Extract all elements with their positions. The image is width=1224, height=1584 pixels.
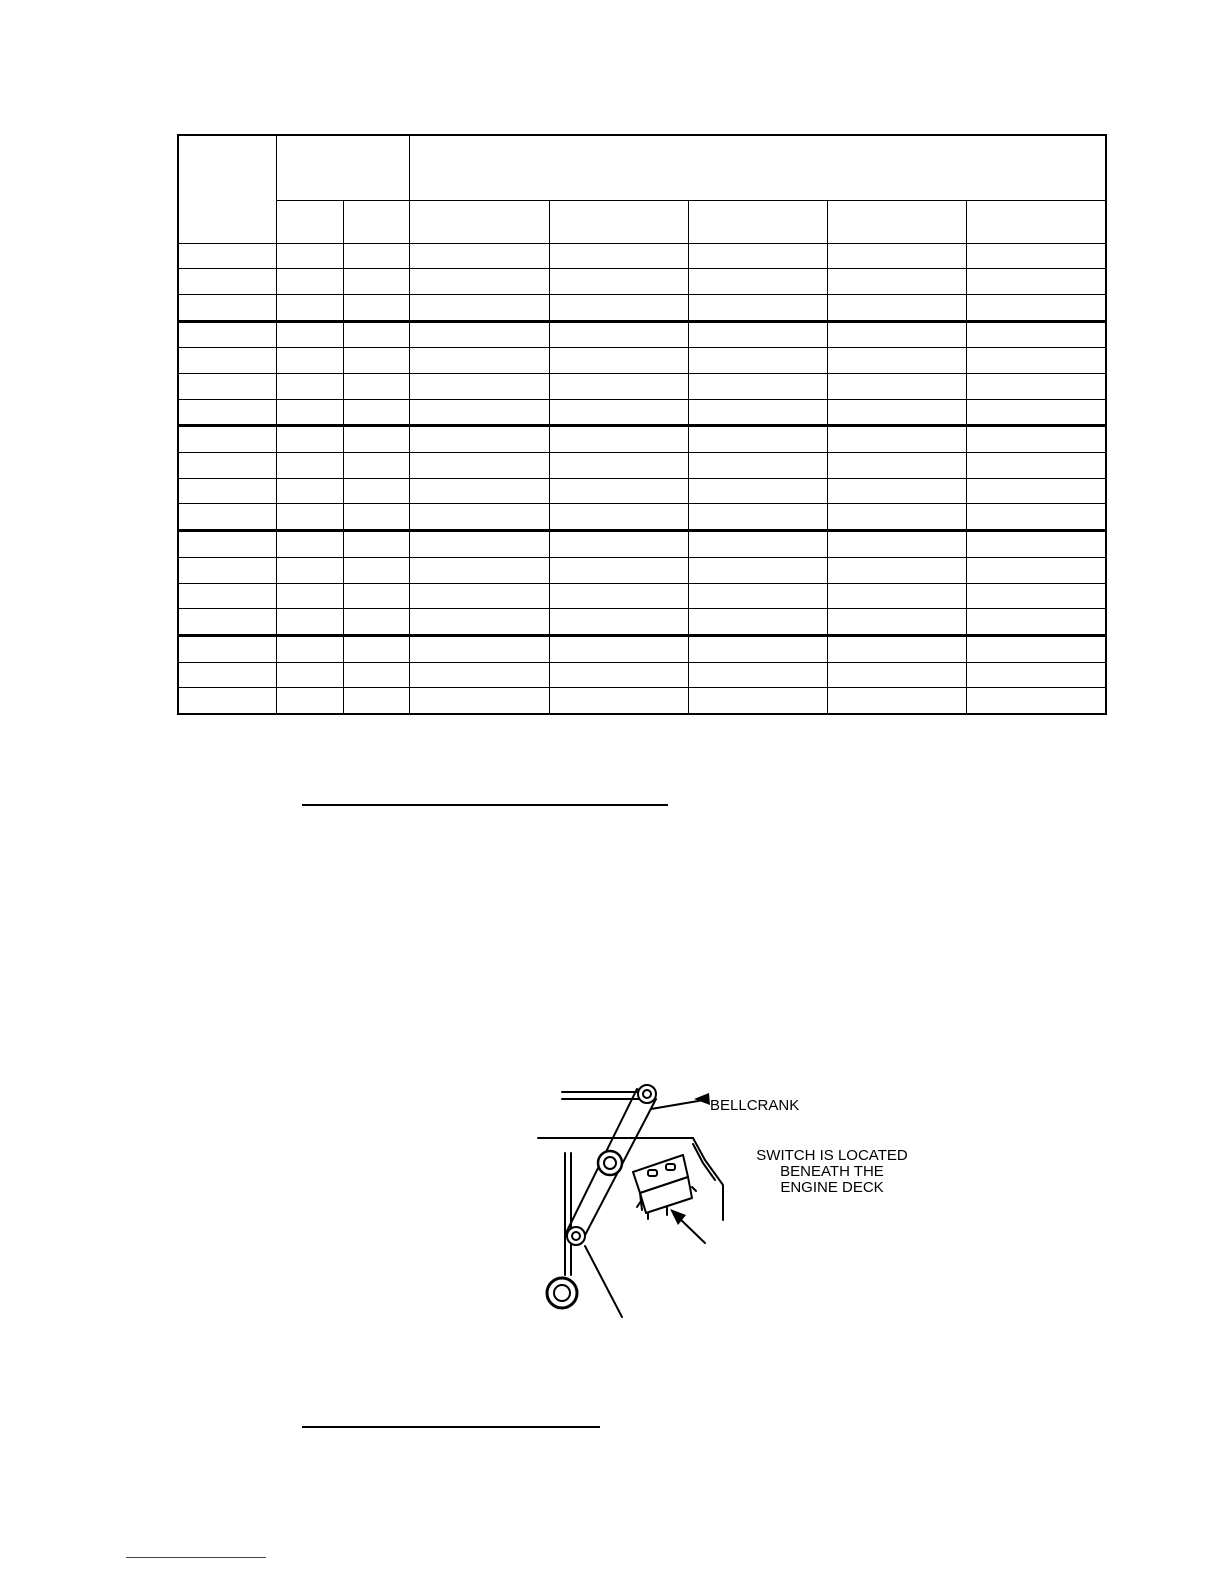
table-cell: [178, 348, 276, 374]
table-cell: [966, 348, 1106, 374]
subheader-cell: [409, 200, 549, 243]
subheader-cell: [966, 200, 1106, 243]
table-cell: [688, 662, 827, 688]
header-cell: [276, 135, 409, 200]
table-cell: [178, 243, 276, 269]
table-cell: [966, 662, 1106, 688]
table-cell: [827, 374, 966, 400]
table-cell: [966, 557, 1106, 583]
table-cell: [549, 609, 688, 636]
table-cell: [827, 583, 966, 609]
subheader-cell: [549, 200, 688, 243]
table-cell: [178, 478, 276, 504]
table-row: [178, 321, 1106, 348]
table-cell: [343, 269, 409, 295]
table-cell: [827, 295, 966, 322]
table-subheader-row: [178, 200, 1106, 243]
table-cell: [409, 557, 549, 583]
table-cell: [688, 531, 827, 558]
table-cell: [343, 321, 409, 348]
table-row: [178, 688, 1106, 714]
table-cell: [966, 478, 1106, 504]
table-cell: [827, 348, 966, 374]
table-cell: [688, 504, 827, 531]
table-cell: [549, 243, 688, 269]
table-row: [178, 374, 1106, 400]
table-cell: [409, 635, 549, 662]
table-cell: [827, 269, 966, 295]
table-cell: [276, 688, 343, 714]
bellcrank-switch-diagram: [520, 1075, 920, 1340]
table-row: [178, 269, 1106, 295]
table-cell: [966, 504, 1106, 531]
table-row: [178, 609, 1106, 636]
table-row: [178, 478, 1106, 504]
table-cell: [409, 662, 549, 688]
table-cell: [549, 662, 688, 688]
table-cell: [276, 504, 343, 531]
table-cell: [343, 295, 409, 322]
table-cell: [343, 399, 409, 426]
table-cell: [409, 348, 549, 374]
table-cell: [276, 609, 343, 636]
subheader-cell: [343, 200, 409, 243]
subheader-cell: [688, 200, 827, 243]
table-cell: [549, 635, 688, 662]
switch-location-note: [742, 1148, 922, 1196]
table-row: [178, 531, 1106, 558]
table-cell: [827, 243, 966, 269]
table-cell: [966, 609, 1106, 636]
table-cell: [409, 453, 549, 479]
table-cell: [343, 557, 409, 583]
table-cell: [178, 504, 276, 531]
table-cell: [276, 321, 343, 348]
table-cell: [688, 557, 827, 583]
table-cell: [276, 635, 343, 662]
table-cell: [966, 635, 1106, 662]
table-row: [178, 295, 1106, 322]
table-cell: [549, 399, 688, 426]
table-cell: [549, 374, 688, 400]
table-row: [178, 635, 1106, 662]
table-cell: [409, 504, 549, 531]
table-cell: [178, 688, 276, 714]
table-cell: [409, 321, 549, 348]
subheader-cell: [276, 200, 343, 243]
footer-link-underline: [126, 1557, 266, 1558]
table-cell: [276, 269, 343, 295]
table-cell: [409, 688, 549, 714]
table-cell: [178, 269, 276, 295]
table-cell: [343, 635, 409, 662]
table-cell: [827, 399, 966, 426]
table-cell: [966, 426, 1106, 453]
table-cell: [549, 321, 688, 348]
table-cell: [827, 662, 966, 688]
table-cell: [409, 426, 549, 453]
table-cell: [827, 321, 966, 348]
table-cell: [276, 426, 343, 453]
table-cell: [276, 583, 343, 609]
table-cell: [343, 478, 409, 504]
table-cell: [178, 295, 276, 322]
table-cell: [688, 321, 827, 348]
table-cell: [276, 295, 343, 322]
table-cell: [827, 635, 966, 662]
table-cell: [549, 269, 688, 295]
table-row: [178, 583, 1106, 609]
table-cell: [966, 688, 1106, 714]
table-cell: [409, 531, 549, 558]
table-cell: [178, 583, 276, 609]
table-cell: [688, 688, 827, 714]
table-cell: [343, 662, 409, 688]
table-cell: [966, 321, 1106, 348]
table-cell: [409, 269, 549, 295]
table-cell: [549, 453, 688, 479]
table-cell: [549, 295, 688, 322]
table-cell: [343, 609, 409, 636]
table-row: [178, 243, 1106, 269]
table-cell: [276, 374, 343, 400]
table-cell: [343, 348, 409, 374]
table-cell: [409, 478, 549, 504]
table-cell: [276, 348, 343, 374]
table-row: [178, 504, 1106, 531]
table-cell: [343, 531, 409, 558]
switch-note-line: BENEATH THE: [780, 1163, 884, 1180]
table-cell: [688, 453, 827, 479]
table-cell: [688, 295, 827, 322]
table-cell: [827, 609, 966, 636]
table-cell: [178, 426, 276, 453]
table-cell: [549, 348, 688, 374]
table-cell: [966, 531, 1106, 558]
bellcrank-label: BELLCRANK: [710, 1097, 800, 1114]
table-cell: [549, 426, 688, 453]
table-cell: [827, 478, 966, 504]
table-row: [178, 557, 1106, 583]
table-row: [178, 426, 1106, 453]
table-cell: [966, 269, 1106, 295]
section-heading-underline: [302, 1426, 600, 1428]
table-row: [178, 399, 1106, 426]
table-header-row: [178, 135, 1106, 200]
specification-table: [177, 134, 1107, 715]
table-cell: [343, 688, 409, 714]
table-cell: [276, 531, 343, 558]
diagram-drawing: [520, 1075, 920, 1335]
table-cell: [688, 399, 827, 426]
table-cell: [966, 453, 1106, 479]
table-cell: [409, 583, 549, 609]
table-cell: [827, 557, 966, 583]
switch-note-line: ENGINE DECK: [780, 1179, 884, 1196]
table-cell: [409, 243, 549, 269]
table-cell: [276, 557, 343, 583]
table-cell: [688, 348, 827, 374]
table-cell: [966, 374, 1106, 400]
table-cell: [688, 374, 827, 400]
table-cell: [966, 399, 1106, 426]
table-cell: [688, 426, 827, 453]
subheader-cell: [827, 200, 966, 243]
table-cell: [966, 295, 1106, 322]
table-cell: [688, 478, 827, 504]
table-cell: [409, 295, 549, 322]
table-cell: [409, 374, 549, 400]
table-cell: [276, 243, 343, 269]
table-cell: [549, 583, 688, 609]
table-cell: [178, 321, 276, 348]
table-cell: [549, 688, 688, 714]
table-cell: [827, 504, 966, 531]
table-cell: [688, 243, 827, 269]
table-cell: [343, 374, 409, 400]
table-cell: [276, 478, 343, 504]
table-cell: [276, 453, 343, 479]
table-cell: [178, 374, 276, 400]
table-cell: [688, 583, 827, 609]
table-cell: [549, 504, 688, 531]
table-cell: [178, 557, 276, 583]
table-cell: [549, 478, 688, 504]
table-cell: [827, 453, 966, 479]
table-cell: [276, 662, 343, 688]
header-cell: [178, 135, 276, 243]
table-cell: [966, 243, 1106, 269]
header-cell: [409, 135, 1106, 200]
table-cell: [827, 426, 966, 453]
table-cell: [409, 609, 549, 636]
table-row: [178, 348, 1106, 374]
switch-note-line: SWITCH IS LOCATED: [756, 1147, 908, 1164]
table-cell: [178, 531, 276, 558]
table-cell: [827, 688, 966, 714]
table-cell: [688, 609, 827, 636]
table-cell: [178, 662, 276, 688]
table-cell: [688, 269, 827, 295]
table-cell: [178, 635, 276, 662]
table-cell: [409, 399, 549, 426]
section-heading-underline: [302, 804, 668, 806]
table-cell: [178, 453, 276, 479]
table-cell: [343, 453, 409, 479]
table-cell: [343, 504, 409, 531]
table-cell: [343, 243, 409, 269]
table-cell: [549, 531, 688, 558]
table-row: [178, 662, 1106, 688]
table-cell: [688, 635, 827, 662]
table-cell: [178, 609, 276, 636]
table-cell: [343, 583, 409, 609]
table-row: [178, 453, 1106, 479]
table-cell: [178, 399, 276, 426]
table-cell: [549, 557, 688, 583]
table-cell: [827, 531, 966, 558]
table-cell: [966, 583, 1106, 609]
table-cell: [276, 399, 343, 426]
table-cell: [343, 426, 409, 453]
